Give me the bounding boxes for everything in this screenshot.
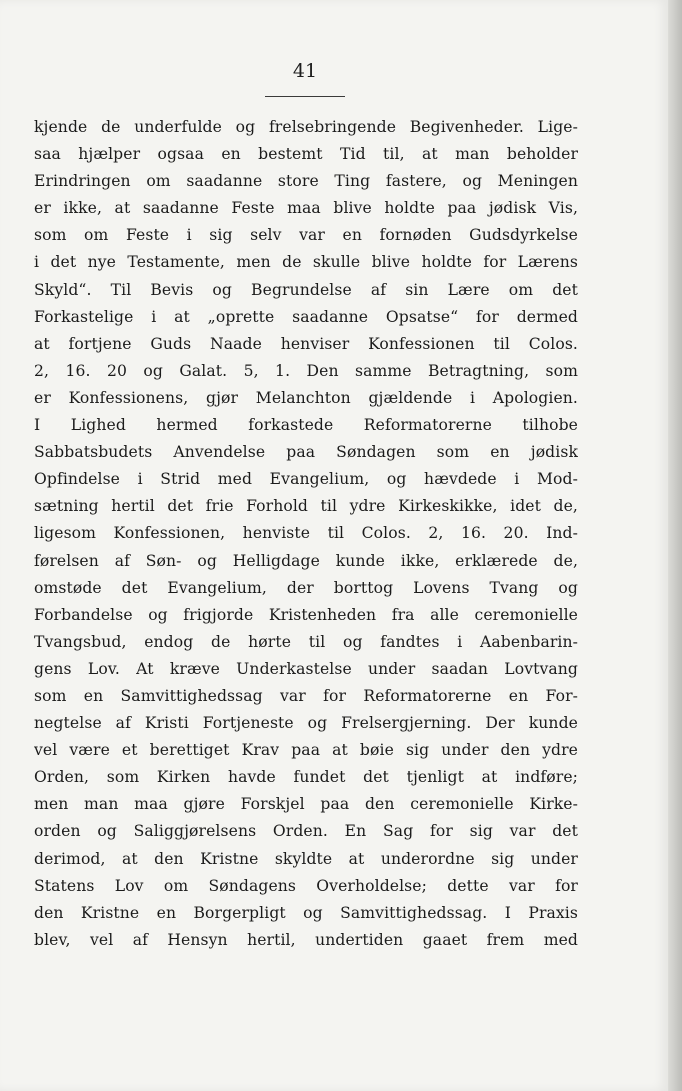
text-line: Statens Lov om Søndagens Overholdelse; dette var for — [34, 876, 578, 895]
text-line: som en Samvittighedssag var for Reformatorerne en For- — [34, 686, 578, 705]
text-line: Opfindelse i Strid med Evangelium, og hævdede i Mod- — [34, 470, 578, 489]
text-line: sætning hertil det frie Forhold til ydre Kirkeskikke, idet de, — [34, 497, 578, 516]
text-line: gens Lov. At kræve Underkastelse under saadan Lovtvang — [34, 659, 578, 678]
text-line: blev, vel af Hensyn hertil, undertiden gaaet frem med — [34, 930, 578, 949]
text-line: Tvangsbud, endog de hørte til og fandtes i Aabenbarin- — [34, 632, 578, 651]
text-line: orden og Saliggjørelsens Orden. En Sag for sig var det — [34, 822, 578, 841]
text-line: men man maa gjøre Forskjel paa den ceremonielle Kirke- — [34, 795, 578, 814]
text-line: Sabbatsbudets Anvendelse paa Søndagen som en jødisk — [34, 443, 578, 462]
text-line: førelsen af Søn- og Helligdage kunde ikke, erklærede de, — [34, 551, 578, 570]
page-edge — [668, 0, 682, 1091]
text-line: ligesom Konfessionen, henviste til Colos. 2, 16. 20. Ind- — [34, 524, 578, 543]
text-line: I Lighed hermed forkastede Reformatorerne tilhobe — [34, 416, 578, 435]
body-text — [34, 114, 578, 954]
text-line: som om Feste i sig selv var en fornøden Gudsdyrkelse — [34, 226, 578, 245]
text-line: Orden, som Kirken havde fundet det tjenligt at indføre; — [34, 768, 578, 787]
text-line: negtelse af Kristi Fortjeneste og Frelsergjerning. Der kunde — [34, 714, 578, 733]
text-line: i det nye Testamente, men de skulle blive holdte for Lærens — [34, 253, 578, 272]
text-line: omstøde det Evangelium, der borttog Lovens Tvang og — [34, 578, 578, 597]
text-line: Skyld“. Til Bevis og Begrundelse af sin Lære om det — [34, 280, 578, 299]
text-line: 2, 16. 20 og Galat. 5, 1. Den samme Betragtning, som — [34, 361, 578, 380]
text-line: er ikke, at saadanne Feste maa blive holdte paa jødisk Vis, — [34, 199, 578, 218]
text-line: Forkastelige i at „oprette saadanne Opsatse“ for dermed — [34, 307, 578, 326]
page-number: 41 — [292, 60, 318, 82]
text-line: derimod, at den Kristne skyldte at underordne sig under — [34, 849, 578, 868]
text-line: saa hjælper ogsaa en bestemt Tid til, at man beholder — [34, 145, 578, 164]
text-line: vel være et berettiget Krav paa at bøie sig under den ydre — [34, 741, 578, 760]
text-line: Forbandelse og frigjorde Kristenheden fra alle ceremonielle — [34, 605, 578, 624]
text-line: kjende de underfulde og frelsebringende Begivenheder. Lige- — [34, 118, 578, 136]
text-line: Erindringen om saadanne store Ting fastere, og Meningen — [34, 172, 578, 191]
text-line: at fortjene Guds Naade henviser Konfessionen til Colos. — [34, 334, 578, 353]
header-rule — [265, 96, 345, 97]
text-line: den Kristne en Borgerpligt og Samvittighedssag. I Praxis — [34, 903, 578, 922]
text-line: er Konfessionens, gjør Melanchton gjældende i Apologien. — [34, 388, 578, 407]
